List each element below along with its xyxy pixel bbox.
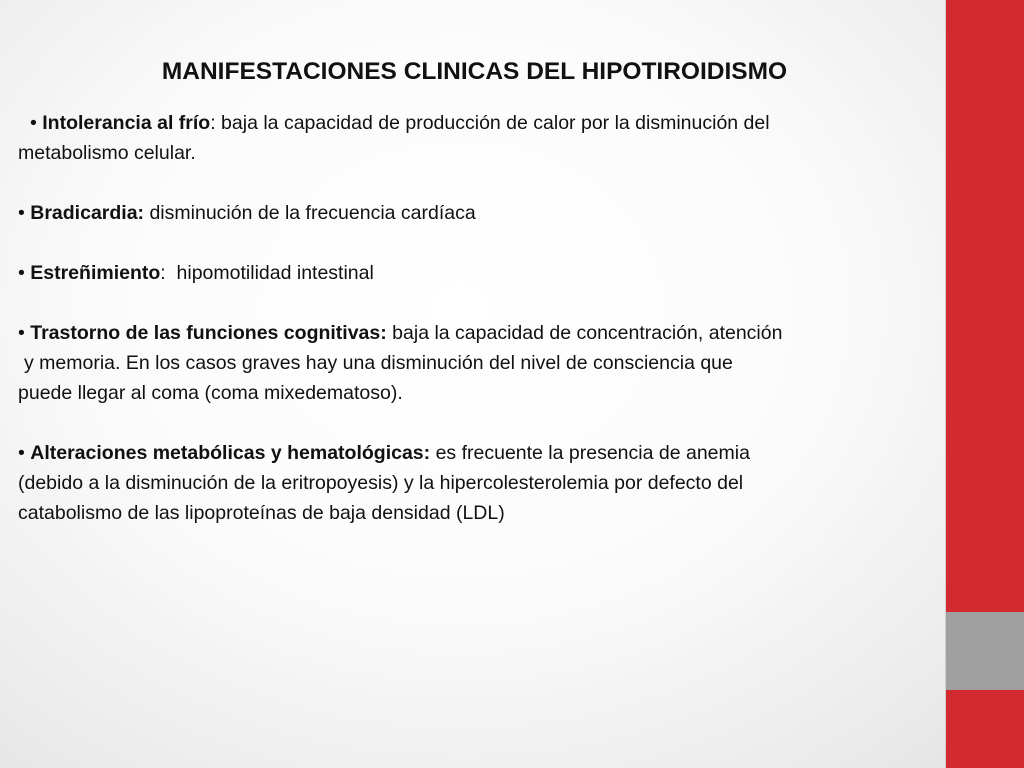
bullet-text-continuation: (debido a la disminución de la eritropoyesis) y la hipercolesterolemia por defecto del: [18, 472, 744, 494]
slide-content: [18, 50, 923, 528]
bullet-alteraciones-metabolicas: [18, 438, 923, 528]
bullet-term: Bradicardia:: [30, 202, 145, 224]
bullet-text-continuation: catabolismo de las lipoproteínas de baja densidad (LDL): [18, 502, 505, 524]
bullet-text: disminución de la frecuencia cardíaca: [144, 202, 476, 224]
bullet-separator: :: [210, 112, 216, 134]
slide-title: MANIFESTACIONES CLINICAS DEL HIPOTIROIDISMO: [161, 58, 788, 85]
bullet-list: [18, 108, 923, 528]
bullet-marker: •: [18, 202, 25, 224]
bullet-text: hipomotilidad intestinal: [165, 262, 374, 284]
bullet-bradicardia: [18, 198, 923, 228]
bullet-text-continuation: metabolismo celular.: [18, 142, 196, 164]
bullet-trastorno-cognitivo: [18, 318, 923, 408]
bullet-text: es frecuente la presencia de anemia: [430, 442, 750, 464]
band-red-bottom: [946, 690, 1024, 768]
bullet-text-continuation: y memoria. En los casos graves hay una disminución del nivel de consciencia que: [24, 352, 733, 374]
bullet-text: baja la capacidad de concentración, atención: [386, 322, 783, 344]
decorative-side-band: [946, 0, 1024, 768]
bullet-marker: •: [18, 322, 25, 344]
bullet-marker: •: [18, 442, 25, 464]
bullet-text-continuation: puede llegar al coma (coma mixedematoso).: [18, 382, 403, 404]
bullet-term: Estreñimiento: [30, 262, 161, 284]
bullet-marker: •: [18, 262, 25, 284]
bullet-text: baja la capacidad de producción de calor por la disminución del: [215, 112, 770, 134]
bullet-intolerancia-frio: [18, 108, 923, 168]
bullet-term: Trastorno de las funciones cognitivas:: [30, 322, 387, 344]
band-gray-block: [946, 612, 1024, 690]
bullet-marker: •: [30, 112, 37, 134]
bullet-separator: :: [160, 262, 166, 284]
bullet-estrenimiento: [18, 258, 923, 288]
bullet-term: Intolerancia al frío: [42, 112, 211, 134]
bullet-term: Alteraciones metabólicas y hematológicas:: [30, 442, 431, 464]
band-red-top: [946, 0, 1024, 612]
